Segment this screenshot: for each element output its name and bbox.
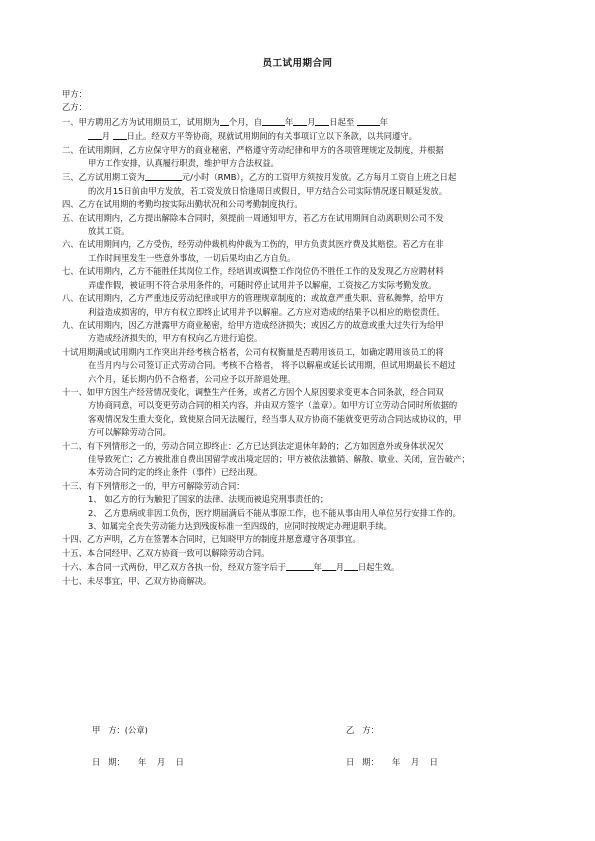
contract-line: 六、在试用期间内，乙方受伤，经劳动仲裁机构仲裁为工伤的，甲方负责其医疗费及其赔偿。若乙方在非 [62, 239, 444, 250]
party-b-signature-label: 乙 方： [346, 725, 379, 735]
contract-line: 十二、有下列情形之一的，劳动合同立即终止：乙方已达到法定退休年龄的；乙方如因意外或身体状况欠 [62, 440, 444, 451]
document-title: 员工试用期合同 [262, 58, 333, 69]
contract-line: 甲方工作安排，认真履行职责，维护甲方合法权益。 [88, 158, 279, 169]
contract-line: 甲方： [62, 89, 87, 99]
fill-in-blank [322, 560, 336, 571]
contract-line: 月 日止。经双方平等协商，现就试用期间的有关事项订立以下条款，以共同遵守。 [62, 129, 562, 143]
contract-line: 方可以解除劳动合同。 [88, 427, 171, 438]
party-b-date-label: 日 期： 年 月 日 [346, 757, 438, 767]
fill-in-blank [88, 129, 102, 140]
contract-line: 七、在试用期内，乙方不能胜任其岗位工作，经培训或调整工作岗位仍不胜任工作的及发现乙方应聘材料 [62, 266, 444, 277]
party-a-date-label: 日 期： 年 月 日 [92, 757, 184, 767]
contract-line: 一、甲方聘用乙方为试用期员工，试用期为 个月，自 年 月 日起至 年 [62, 116, 389, 127]
fill-in-blank [315, 115, 329, 126]
contract-line: 十三、有下列情形之一的，甲方可解除劳动合同： [62, 480, 245, 491]
contract-line: 1、 如乙方的行为触犯了国家的法律、法规而被追究刑事责任的； [88, 494, 329, 505]
party-a-signature-label: 甲 方：(公章) [92, 725, 148, 735]
contract-line: 弄虚作假，被证明不符合录用条件的，可随时停止试用并予以解雇，工资按乙方实际考勤发放。 [88, 279, 437, 290]
contract-line: 乙方： [62, 102, 87, 113]
contract-line: 2、 乙方患病或非因工负伤，医疗期届满后不能从事原工作，也不能从事由用人单位另行安排工作的。 [88, 507, 461, 518]
fill-in-blank [145, 170, 182, 181]
contract-line: 九、在试用期内，因乙方泄露甲方商业秘密，给甲方造成经济损失；或因乙方的故意或重大过失行为给甲 [62, 319, 444, 330]
contract-line: 3、如属完全丧失劳动能力达到残废标准一至四级的，应同时按规定办理退职手续。 [88, 521, 392, 531]
contract-line: 利益造成损害的，甲方有权立即终止试用并予以解雇。乙方应对造成的结果予以相应的赔偿责任。 [88, 306, 445, 317]
contract-line: 方协商同意，可以变更劳动合同的相关内容，并由双方签字（盖章）。如甲方订立劳动合同时所依据的 [88, 400, 458, 411]
contract-line: 本劳动合同约定的终止条件（事件）已经出现。 [88, 467, 263, 478]
contract-line: 二、在试用期间，乙方应保守甲方的商业秘密，严格遵守劳动纪律和甲方的各项管理规定及制度，并根据 [62, 144, 444, 155]
contract-line: 五、在试用期内，乙方提出解除本合同时，须提前一周通知甲方，若乙方在试用期间自动离职则公司不发 [62, 212, 444, 223]
contract-line: 八、在试用期内，乙方严重违反劳动纪律或甲方的管理规章制度的；或故意严重失职、营私舞弊，给甲方 [62, 293, 444, 304]
contract-line: 十试用期满或试用期内工作突出并经考核合格者，公司有权衡量是否聘用该员工，如确定聘用该员工的将 [62, 346, 444, 357]
contract-line: 的次月15日前由甲方发放，若工资发放日恰逢周日或假日，甲方结合公司实际情况逐日顺延发放。 [88, 185, 448, 196]
contract-line: 十一、如甲方因生产经营情况变化，调整生产任务，或者乙方因个人原因要求变更本合同条款，经合同双 [62, 386, 444, 397]
fill-in-blank [220, 115, 229, 126]
fill-in-blank [262, 115, 285, 126]
fill-in-blank [113, 129, 127, 140]
contract-line: 三、乙方试用期工资为 元/小时（RMB），乙方的工资甲方须按月发放。乙方每月工资自上班之日起 [62, 172, 457, 183]
fill-in-blank [293, 115, 307, 126]
fill-in-blank [357, 115, 380, 126]
contract-line: 十四、乙方声明，乙方在签署本合同时，已知晓甲方的制度并愿意遵守各项事宜。 [62, 534, 361, 545]
contract-line: 十七、未尽事宜，甲、乙双方协商解决。 [62, 575, 212, 586]
contract-line: 十五、本合同经甲、乙双方协商一致可以解除劳动合同。 [62, 547, 270, 558]
fill-in-blank [344, 560, 358, 571]
fill-in-blank [286, 560, 314, 571]
contract-line: 方造成经济损失的，甲方有权向乙方进行追偿。 [88, 333, 263, 344]
contract-line: 客观情况发生重大变化，致使原合同无法履行，经当事人双方协商不能就变更劳动合同达成协议的，甲 [88, 413, 462, 424]
contract-line: 六个月，延长期内仍不合格者，公司应予以开辞退处理。 [88, 373, 296, 384]
contract-line: 在当月内与公司签订正式劳动合同。考核不合格者， 将予以解雇或延长试用期，但试用期最长不超过 [88, 360, 456, 371]
contract-line: 放其工资。 [88, 226, 130, 237]
contract-line: 四、乙方在试用期的考勤均按实际出勤状况和公司考勤制度执行。 [62, 199, 303, 210]
contract-line: 工作时间里发生一些意外事故，一切后果均由乙方自负。 [88, 252, 296, 263]
contract-line: 十六、本合同一式两份，甲乙双方各执一份，经双方签字后于 年 月 日起生效。 [62, 562, 400, 573]
contract-line: 佳导致死亡；乙方被批准自费出国留学或出境定居的；甲方被依法撤销、解散、歇业、关闭，宣告破产； [88, 453, 470, 464]
contract-body [62, 88, 562, 588]
